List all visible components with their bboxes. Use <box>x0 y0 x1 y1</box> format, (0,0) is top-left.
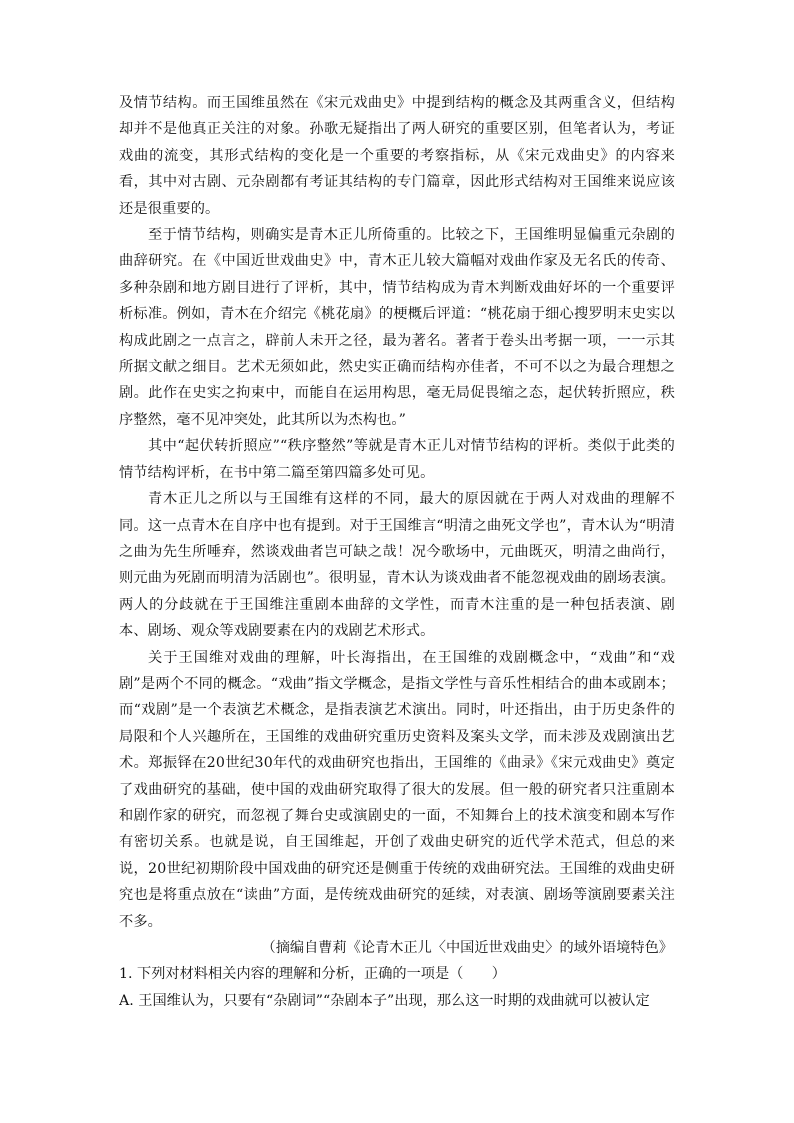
paragraph-3: 其中“起伏转折照应”“秩序整然”等就是青木正儿对情节结构的评析。类似于此类的情节结构评析，在书中第二篇至第四篇多处可见。 <box>119 438 675 481</box>
document-page <box>119 90 675 1014</box>
paragraph-1: 及情节结构。而王国维虽然在《宋元戏曲史》中提到结构的概念及其两重含义，但结构却并不是他真正关注的对象。孙歌无疑指出了两人研究的重要区别，但笔者认为，考证戏曲的流变，其形式结构的变化是一个重要的考察指标，从《宋元戏曲史》的内容来看，其中对古剧、元杂剧都有考证其结构的专门篇章，因此形式结构对王国维来说应该还是很重要的。 <box>119 95 675 217</box>
paragraph-2: 至于情节结构，则确实是青木正儿所倚重的。比较之下，王国维明显偏重元杂剧的曲辞研究。在《中国近世戏曲史》中，青木正儿较大篇幅对戏曲作家及无名氏的传奇、多种杂剧和地方剧目进行了评析，其中，情节结构成为青木判断戏曲好坏的一个重要评析标准。例如，青木在介绍完《桃花扇》的梗概后评道：“桃花扇于细心搜罗明末史实以构成此剧之一点言之，辟前人未开之径，最为著名。著者于卷头出考据一项，一一示其所据文献之细目。艺术无须如此，然史实正确而结构亦佳者，不可不以之为最合理想之剧。此作在史实之拘束中，而能自在运用构思，毫无局促畏缩之态，起伏转折照应，秩序整然，毫不见冲突处，此其所以为杰构也。” <box>119 227 675 428</box>
source-citation: （摘编自曹莉《论青木正儿〈中国近世戏曲史〉的域外语境特色》 <box>261 940 673 956</box>
question-option-a: A. 王国维认为，只要有“杂剧词”“杂剧本子”出现，那么这一时期的戏曲就可以被认定 <box>119 992 650 1009</box>
paragraph-5: 关于王国维对戏曲的理解，叶长海指出，在王国维的戏剧概念中，“戏曲”和“戏剧”是两个不同的概念。“戏曲”指文学概念，是指文学性与音乐性相结合的曲本或剧本；而“戏剧”是一个表演艺术概念，是指表演艺术演出。同时，叶还指出，由于历史条件的局限和个人兴趣所在，王国维的戏曲研究重历史资料及案头文学，而未涉及戏剧演出艺术。郑振铎在20世纪30年代的戏曲研究也指出，王国维的《曲录》《宋元戏曲史》奠定了戏曲研究的基础，使中国的戏曲研究取得了很大的发展。但一般的研究者只注重剧本和剧作家的研究，而忽视了舞台史或演剧史的一面，不知舞台上的技术演变和剧本写作有密切关系。也就是说，自王国维起，开创了戏曲史研究的近代学术范式，但总的来说，20世纪初期阶段中国戏曲的研究还是侧重于传统的戏曲研究法。王国维的戏曲史研究也是将重点放在“读曲”方面，是传统戏曲研究的延续，对表演、剧场等演剧要素关注不多。 <box>119 649 675 930</box>
question-stem: 1. 下列对材料相关内容的理解和分析，正确的一项是（ ） <box>119 966 506 983</box>
paragraph-4: 青木正儿之所以与王国维有这样的不同，最大的原因就在于两人对戏曲的理解不同。这一点青木在自序中也有提到。对于王国维言“明清之曲死文学也”，青木认为“明清之曲为先生所唾弃，然谈戏曲者岂可缺之哉！况今歌场中，元曲既灭，明清之曲尚行，则元曲为死剧而明清为活剧也”。很明显，青木认为谈戏曲者不能忽视戏曲的剧场表演。两人的分歧就在于王国维注重剧本曲辞的文学性，而青木注重的是一种包括表演、剧本、剧场、观众等戏剧要素在内的戏剧艺术形式。 <box>119 491 675 640</box>
